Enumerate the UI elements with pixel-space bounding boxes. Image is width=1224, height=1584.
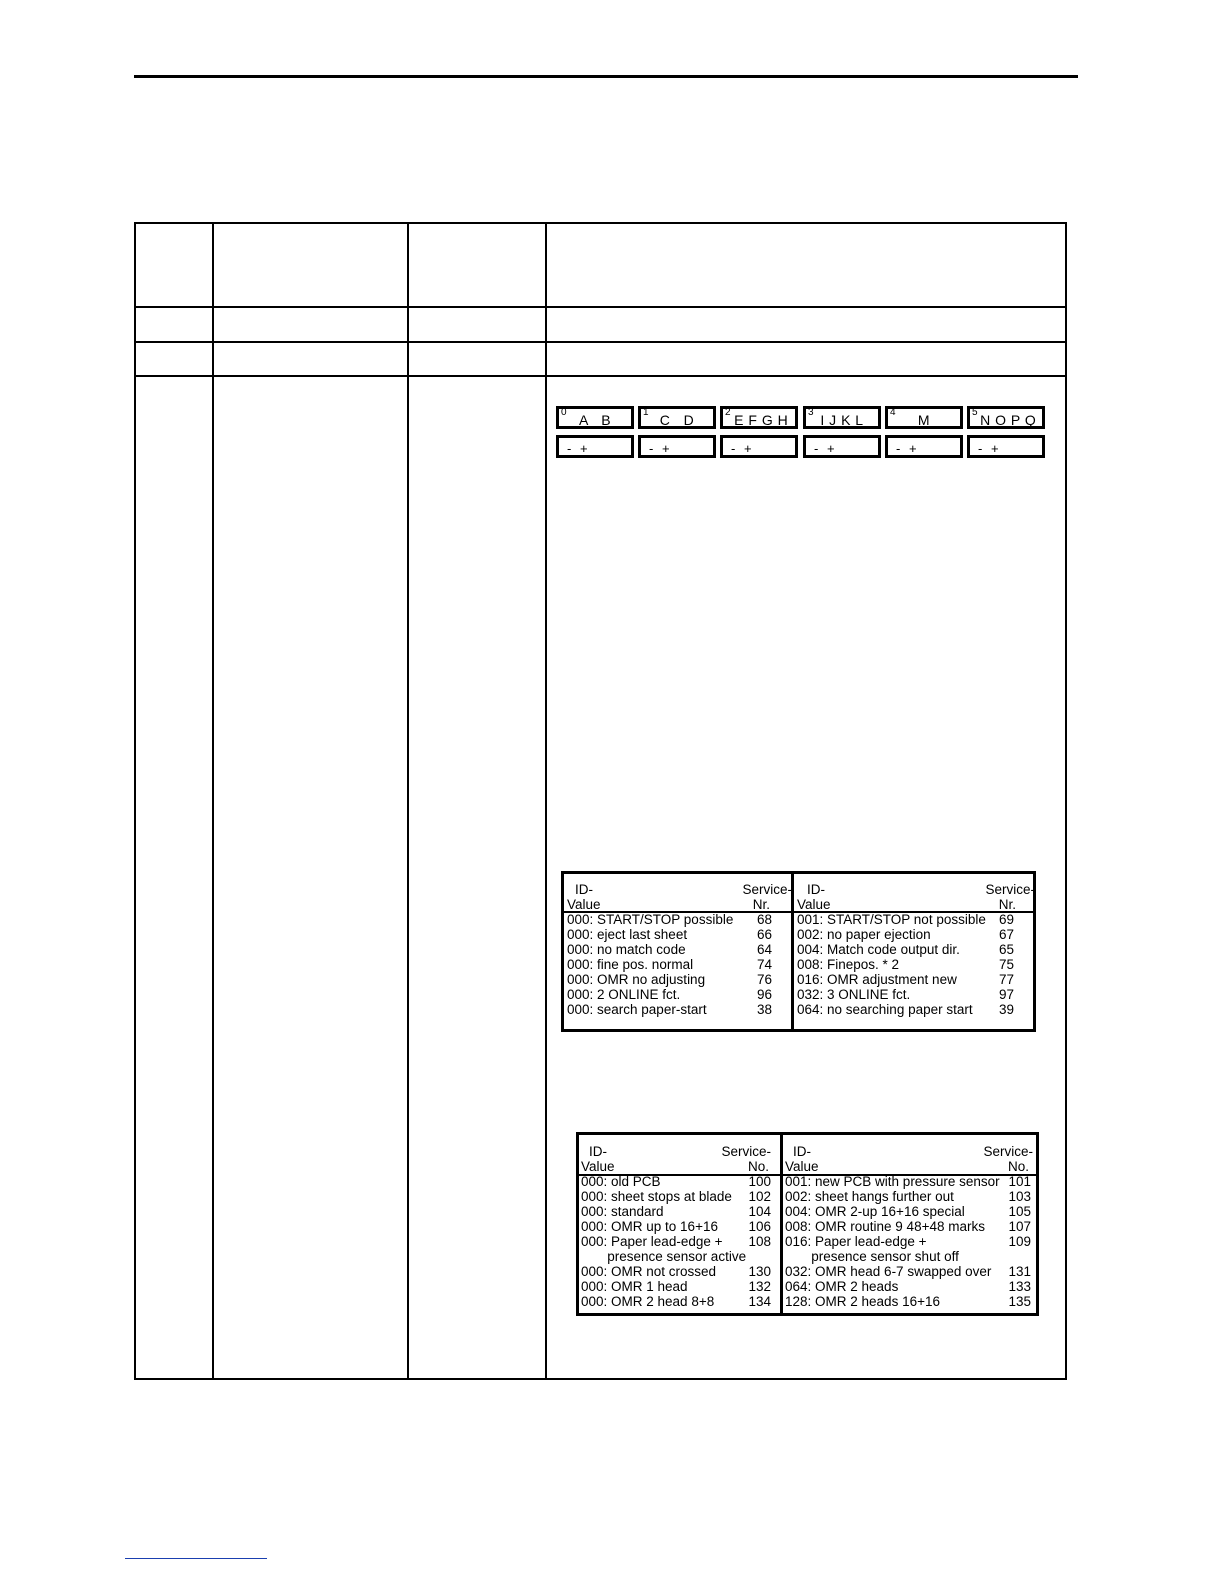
id-header: ID- bbox=[575, 882, 593, 897]
segment-number: 5 bbox=[972, 407, 979, 418]
segment-letters: M bbox=[917, 412, 931, 428]
nr-header: Nr. bbox=[998, 897, 1016, 912]
service-number: 109 bbox=[1008, 1234, 1031, 1249]
segment-letters: I J K L bbox=[820, 412, 864, 428]
service-number: 106 bbox=[748, 1219, 771, 1234]
table-row bbox=[581, 1264, 771, 1279]
segment-number: 2 bbox=[725, 407, 732, 418]
id-value-text: presence sensor active bbox=[581, 1249, 747, 1264]
service-number: 74 bbox=[756, 957, 772, 972]
id-value-text: 016: Paper lead-edge + bbox=[785, 1234, 927, 1249]
value-header: Value bbox=[567, 897, 601, 912]
id-value-table-2 bbox=[576, 1132, 1039, 1316]
table-row bbox=[785, 1219, 1031, 1234]
table-header bbox=[567, 882, 792, 912]
service-number: 66 bbox=[756, 927, 772, 942]
id-value-text: 016: OMR adjustment new bbox=[797, 972, 957, 987]
table-row bbox=[797, 942, 1014, 957]
service-number: 96 bbox=[756, 987, 772, 1002]
table-row bbox=[785, 1204, 1031, 1219]
id-value-text: 000: OMR up to 16+16 bbox=[581, 1219, 718, 1234]
service-number: 39 bbox=[998, 1002, 1014, 1017]
segment-box-1 bbox=[638, 406, 716, 429]
service-number: 65 bbox=[998, 942, 1014, 957]
id-value-text: 064: no searching paper start bbox=[797, 1002, 973, 1017]
plus-minus-label: - + bbox=[649, 441, 671, 456]
id-value-text: 008: Finepos. * 2 bbox=[797, 957, 900, 972]
segment-letters: N O P Q bbox=[975, 412, 1037, 428]
table-row bbox=[785, 1189, 1031, 1204]
id-value-text: presence sensor shut off bbox=[785, 1249, 959, 1264]
table-row bbox=[785, 1294, 1031, 1309]
id-value-text: 000: OMR no adjusting bbox=[567, 972, 706, 987]
id-header: ID- bbox=[589, 1144, 607, 1159]
id-value-text: 008: OMR routine 9 48+48 marks bbox=[785, 1219, 985, 1234]
table-row bbox=[567, 1002, 772, 1017]
service-number: 101 bbox=[1008, 1174, 1031, 1189]
table-row bbox=[581, 1279, 771, 1294]
segment-number: 0 bbox=[561, 407, 568, 418]
plus-minus-label: - + bbox=[814, 441, 836, 456]
table-row bbox=[567, 942, 772, 957]
segment-box-3 bbox=[803, 406, 881, 429]
service-number: 100 bbox=[748, 1174, 771, 1189]
table-row bbox=[567, 972, 772, 987]
service-number: 69 bbox=[998, 912, 1014, 927]
segment-box-2 bbox=[720, 406, 798, 429]
service-number: 105 bbox=[1008, 1204, 1031, 1219]
segment-box-5 bbox=[967, 406, 1045, 429]
table-row bbox=[581, 1204, 771, 1219]
table-center-divider bbox=[791, 874, 794, 1029]
id-value-text: 001: START/STOP not possible bbox=[797, 912, 986, 927]
table-row bbox=[797, 957, 1014, 972]
table-row bbox=[797, 987, 1014, 1002]
service-number: 97 bbox=[998, 987, 1014, 1002]
table-left-column bbox=[567, 882, 792, 1017]
value-header: Value bbox=[581, 1159, 615, 1174]
column-divider-3 bbox=[545, 222, 547, 1380]
value-header: Value bbox=[797, 897, 831, 912]
service-number: 38 bbox=[756, 1002, 772, 1017]
table-row bbox=[797, 927, 1014, 942]
segment-plusminus-box-1 bbox=[638, 435, 716, 458]
id-value-text: 004: Match code output dir. bbox=[797, 942, 960, 957]
table-row bbox=[785, 1174, 1031, 1189]
service-number: 102 bbox=[748, 1189, 771, 1204]
service-number: 103 bbox=[1008, 1189, 1031, 1204]
table-row bbox=[797, 972, 1014, 987]
id-value-text: 000: OMR not crossed bbox=[581, 1264, 717, 1279]
id-value-text: 000: no match code bbox=[567, 942, 686, 957]
id-value-text: 000: search paper-start bbox=[567, 1002, 707, 1017]
id-value-text: 001: new PCB with pressure sensor bbox=[785, 1174, 1000, 1189]
nr-header: Nr. bbox=[752, 897, 770, 912]
id-header: ID- bbox=[807, 882, 825, 897]
id-value-text: 000: old PCB bbox=[581, 1174, 661, 1189]
plus-minus-label: - + bbox=[567, 441, 589, 456]
table-row bbox=[567, 957, 772, 972]
service-number: 67 bbox=[998, 927, 1014, 942]
id-header: ID- bbox=[793, 1144, 811, 1159]
service-number: 131 bbox=[1008, 1264, 1031, 1279]
service-number: 64 bbox=[756, 942, 772, 957]
table-row bbox=[785, 1279, 1031, 1294]
plus-minus-label: - + bbox=[896, 441, 918, 456]
service-header: Service- bbox=[985, 882, 1035, 897]
plus-minus-label: - + bbox=[978, 441, 1000, 456]
id-value-text: 000: standard bbox=[581, 1204, 664, 1219]
table-row bbox=[785, 1234, 1031, 1249]
id-value-text: 000: START/STOP possible bbox=[567, 912, 734, 927]
nr-header: No. bbox=[747, 1159, 769, 1174]
id-value-text: 064: OMR 2 heads bbox=[785, 1279, 899, 1294]
plus-minus-label: - + bbox=[731, 441, 753, 456]
table-row bbox=[797, 912, 1014, 927]
id-value-text: 000: OMR 2 head 8+8 bbox=[581, 1294, 715, 1309]
segment-plusminus-box-2 bbox=[720, 435, 798, 458]
segment-box-0 bbox=[556, 406, 634, 429]
id-value-text: 032: 3 ONLINE fct. bbox=[797, 987, 911, 1002]
segment-plusminus-box-5 bbox=[967, 435, 1045, 458]
id-value-text: 000: Paper lead-edge + bbox=[581, 1234, 723, 1249]
table-left-column bbox=[581, 1144, 771, 1309]
service-number: 132 bbox=[748, 1279, 771, 1294]
service-number: 133 bbox=[1008, 1279, 1031, 1294]
table-header bbox=[785, 1144, 1031, 1174]
service-header: Service- bbox=[983, 1144, 1033, 1159]
id-value-text: 000: 2 ONLINE fct. bbox=[567, 987, 681, 1002]
footer-link-underline[interactable] bbox=[125, 1558, 267, 1559]
header-rule bbox=[134, 75, 1078, 78]
table-row bbox=[581, 1219, 771, 1234]
service-number: 135 bbox=[1008, 1294, 1031, 1309]
segment-plusminus-box-3 bbox=[803, 435, 881, 458]
table-header bbox=[581, 1144, 771, 1174]
segment-number: 1 bbox=[643, 407, 650, 418]
segment-letters: E F G H bbox=[729, 412, 789, 428]
table-row bbox=[797, 1002, 1014, 1017]
table-row bbox=[581, 1294, 771, 1309]
table-row bbox=[567, 927, 772, 942]
service-number: 104 bbox=[748, 1204, 771, 1219]
id-value-text: 032: OMR head 6-7 swapped over bbox=[785, 1264, 992, 1279]
id-value-text: 000: fine pos. normal bbox=[567, 957, 694, 972]
service-number: 68 bbox=[756, 912, 772, 927]
service-number: 75 bbox=[998, 957, 1014, 972]
service-number: 134 bbox=[748, 1294, 771, 1309]
table-right-column bbox=[797, 882, 1035, 1017]
value-header: Value bbox=[785, 1159, 819, 1174]
service-header: Service- bbox=[721, 1144, 771, 1159]
id-value-text: 004: OMR 2-up 16+16 special bbox=[785, 1204, 965, 1219]
service-number: 76 bbox=[756, 972, 772, 987]
service-number: 77 bbox=[998, 972, 1014, 987]
id-value-text: 128: OMR 2 heads 16+16 bbox=[785, 1294, 940, 1309]
table-row bbox=[567, 987, 772, 1002]
table-right-column bbox=[785, 1144, 1031, 1309]
row-divider-2 bbox=[134, 341, 1067, 343]
id-value-text: 002: sheet hangs further out bbox=[785, 1189, 954, 1204]
table-row bbox=[785, 1249, 1031, 1264]
table-row bbox=[581, 1234, 771, 1249]
segment-number: 3 bbox=[808, 407, 815, 418]
service-header: Service- bbox=[742, 882, 792, 897]
id-value-text: 000: sheet stops at blade bbox=[581, 1189, 732, 1204]
segment-number: 4 bbox=[890, 407, 897, 418]
column-divider-1 bbox=[212, 222, 214, 1380]
segment-plusminus-box-4 bbox=[885, 435, 963, 458]
row-divider-3 bbox=[134, 375, 1067, 377]
id-value-text: 000: OMR 1 head bbox=[581, 1279, 688, 1294]
segment-box-4 bbox=[885, 406, 963, 429]
service-number: 130 bbox=[748, 1264, 771, 1279]
segment-letters: A B bbox=[578, 412, 612, 428]
segment-letters: C D bbox=[659, 412, 695, 428]
table-header bbox=[797, 882, 1035, 912]
row-divider-1 bbox=[134, 306, 1067, 308]
table-row bbox=[567, 912, 772, 927]
id-value-text: 000: eject last sheet bbox=[567, 927, 688, 942]
segment-plusminus-box-0 bbox=[556, 435, 634, 458]
table-center-divider bbox=[780, 1135, 783, 1313]
table-row bbox=[581, 1249, 771, 1264]
table-row bbox=[581, 1174, 771, 1189]
table-row bbox=[581, 1189, 771, 1204]
service-number: 108 bbox=[748, 1234, 771, 1249]
id-value-text: 002: no paper ejection bbox=[797, 927, 931, 942]
id-value-table-1 bbox=[561, 871, 1036, 1032]
nr-header: No. bbox=[1007, 1159, 1029, 1174]
column-divider-2 bbox=[407, 222, 409, 1380]
service-number: 107 bbox=[1008, 1219, 1031, 1234]
table-row bbox=[785, 1264, 1031, 1279]
